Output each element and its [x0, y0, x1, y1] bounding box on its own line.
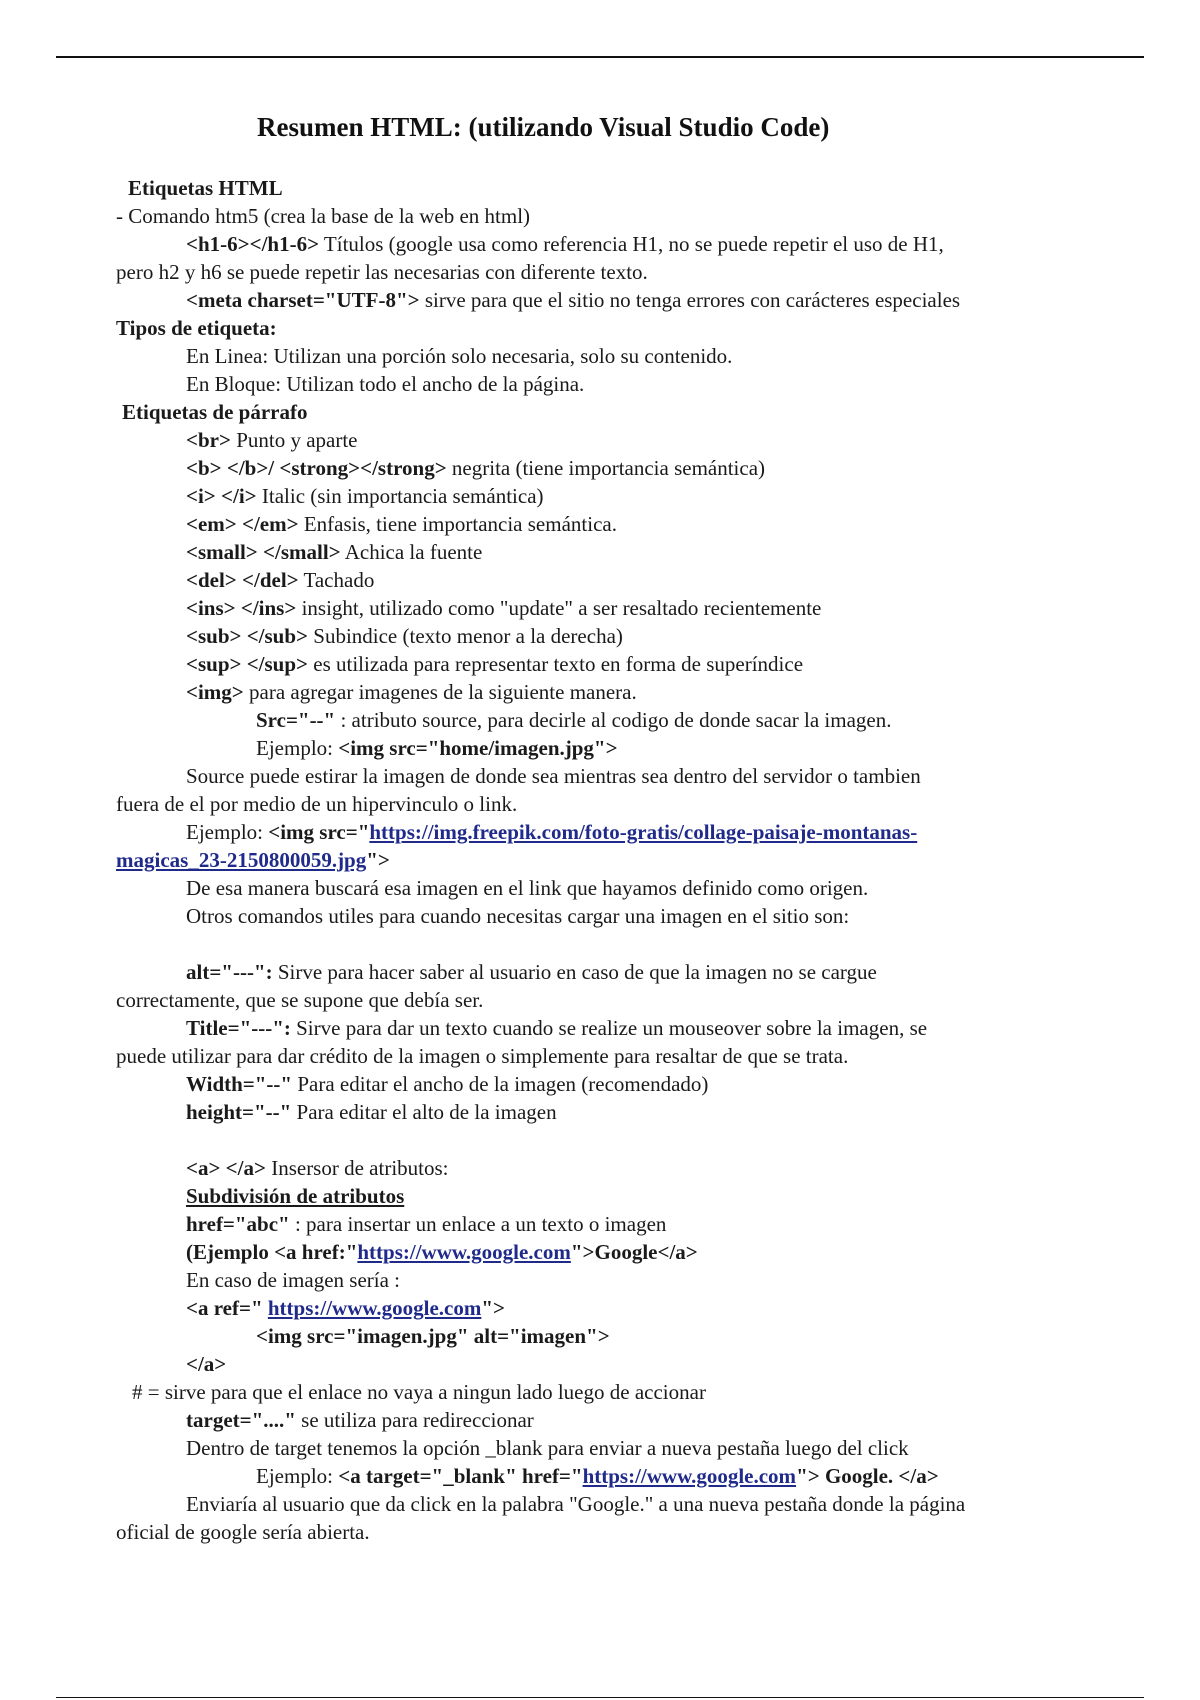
text-line: <em> </em> Enfasis, tiene importancia semántica. [186, 512, 617, 536]
text-line: <ins> </ins> insight, utilizado como "update" a ser resaltado recientemente [186, 596, 822, 620]
text-line: <sub> </sub> Subindice (texto menor a la derecha) [186, 624, 623, 648]
text-line: <meta charset="UTF-8"> sirve para que el sitio no tenga errores con carácteres especiales [186, 288, 961, 312]
text-line: <small> </small> Achica la fuente [186, 540, 483, 564]
text-line: fuera de el por medio de un hipervinculo o link. [116, 792, 518, 816]
text-line: href="abc" : para insertar un enlace a un texto o imagen [186, 1212, 667, 1236]
spacer [116, 1126, 1116, 1154]
top-rule [56, 56, 1144, 58]
text-line: Source puede estirar la imagen de donde sea mientras sea dentro del servidor o tambien [186, 764, 921, 788]
text-line: magicas_23-2150800059.jpg"> [116, 848, 390, 872]
google-link[interactable]: https://www.google.com [357, 1240, 571, 1264]
text-line: Ejemplo: <a target="_blank" href="https://www.google.com"> Google. </a> [256, 1464, 939, 1488]
text-line: correctamente, que se supone que debía ser. [116, 988, 484, 1012]
text-line: alt="---": Sirve para hacer saber al usuario en caso de que la imagen no se cargue [186, 960, 877, 984]
text-line: En caso de imagen sería : [186, 1268, 400, 1292]
document-body [116, 174, 1116, 1546]
freepik-image-link[interactable]: https://img.freepik.com/foto-gratis/collage-paisaje-montanas- [369, 820, 918, 844]
text-line: <sup> </sup> es utilizada para representar texto en forma de superíndice [186, 652, 804, 676]
text-line: Title="---": Sirve para dar un texto cuando se realize un mouseover sobre la imagen, se [186, 1016, 928, 1040]
text-line: Width="--" Para editar el ancho de la imagen (recomendado) [186, 1072, 709, 1096]
text-line: (Ejemplo <a href:"https://www.google.com">Google</a> [186, 1240, 698, 1264]
text-line: target="...." se utiliza para redireccionar [186, 1408, 534, 1432]
text-line: <img src="imagen.jpg" alt="imagen"> [256, 1324, 610, 1348]
text-line: <br> Punto y aparte [186, 428, 358, 452]
text-line: # = sirve para que el enlace no vaya a ningun lado luego de accionar [132, 1380, 706, 1404]
text-line: Ejemplo: <img src="https://img.freepik.com/foto-gratis/collage-paisaje-montanas- [186, 820, 918, 844]
text-line: <del> </del> Tachado [186, 568, 375, 592]
text-line: <i> </i> Italic (sin importancia semántica) [186, 484, 544, 508]
page-title: Resumen HTML: (utilizando Visual Studio Code) [257, 112, 830, 142]
subheading-subdivision: Subdivisión de atributos [186, 1184, 405, 1208]
freepik-image-link-cont[interactable]: magicas_23-2150800059.jpg [116, 848, 367, 872]
text-line: En Linea: Utilizan una porción solo necesaria, solo su contenido. [186, 344, 733, 368]
text-line: pero h2 y h6 se puede repetir las necesarias con diferente texto. [116, 260, 648, 284]
heading-etiquetas-parrafo: Etiquetas de párrafo [122, 400, 308, 424]
text-line: Dentro de target tenemos la opción _blank para enviar a nueva pestaña luego del click [186, 1436, 909, 1460]
text-line: Enviaría al usuario que da click en la palabra "Google." a una nueva pestaña donde la página [186, 1492, 966, 1516]
text-line: De esa manera buscará esa imagen en el link que hayamos definido como origen. [186, 876, 869, 900]
text-line: Src="--" : atributo source, para decirle al codigo de donde sacar la imagen. [256, 708, 892, 732]
google-link[interactable]: https://www.google.com [267, 1296, 482, 1320]
text-line: height="--" Para editar el alto de la imagen [186, 1100, 557, 1124]
text-line: oficial de google sería abierta. [116, 1520, 370, 1544]
text-line: <a> </a> Insersor de atributos: [186, 1156, 449, 1180]
google-link[interactable]: https://www.google.com [582, 1464, 797, 1488]
text-line: <b> </b>/ <strong></strong> negrita (tiene importancia semántica) [186, 456, 766, 480]
text-line: <img> para agregar imagenes de la siguiente manera. [186, 680, 637, 704]
bottom-rule [56, 1697, 1144, 1698]
text-line: - Comando htm5 (crea la base de la web en html) [116, 204, 531, 228]
text-line: puede utilizar para dar crédito de la imagen o simplemente para resaltar de que se trata. [116, 1044, 849, 1068]
text-line: <h1-6></h1-6> Títulos (google usa como referencia H1, no se puede repetir el uso de H1, [186, 232, 944, 256]
text-line: Ejemplo: <img src="home/imagen.jpg"> [256, 736, 618, 760]
text-line: <a ref=" https://www.google.com"> [186, 1296, 505, 1320]
spacer [116, 930, 1116, 958]
heading-etiquetas-html: Etiquetas HTML [128, 176, 283, 200]
text-line: En Bloque: Utilizan todo el ancho de la página. [186, 372, 585, 396]
text-line: Otros comandos utiles para cuando necesitas cargar una imagen en el sitio son: [186, 904, 850, 928]
text-line: </a> [186, 1352, 227, 1376]
heading-tipos-etiqueta: Tipos de etiqueta: [116, 316, 277, 340]
